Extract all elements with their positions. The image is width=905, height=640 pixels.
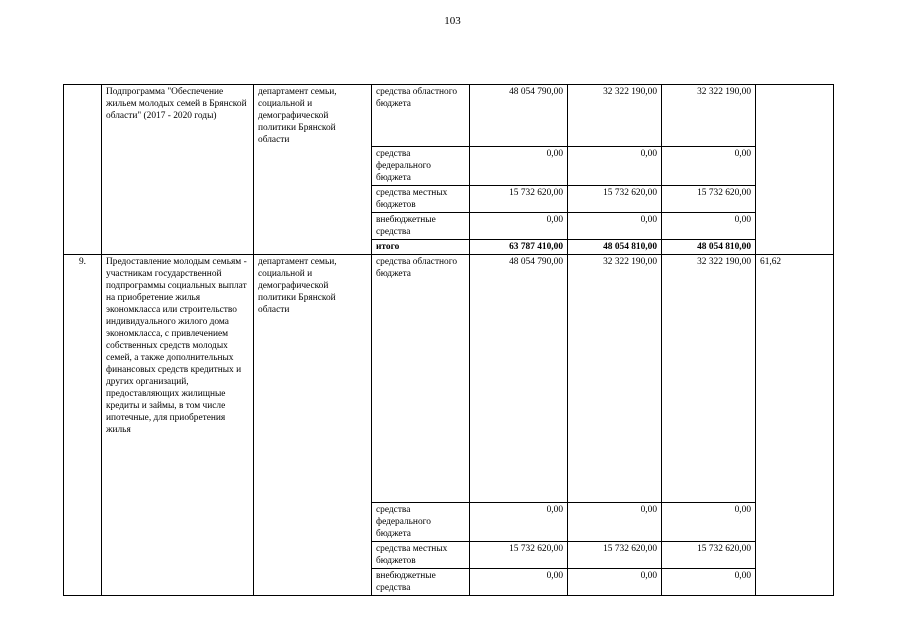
amount-cell: 48 054 810,00 xyxy=(662,240,756,255)
amount-cell: 0,00 xyxy=(470,503,568,542)
amount-cell: 15 732 620,00 xyxy=(662,542,756,569)
funding-source: средства местных бюджетов xyxy=(372,186,470,213)
table-row xyxy=(64,85,834,147)
amount-cell: 0,00 xyxy=(568,147,662,186)
amount-cell: 0,00 xyxy=(568,503,662,542)
amount-cell: 0,00 xyxy=(568,213,662,240)
funding-source: внебюджетные средства xyxy=(372,569,470,596)
funding-source: средства федерального бюджета xyxy=(372,147,470,186)
amount-cell: 0,00 xyxy=(568,569,662,596)
amount-cell: 32 322 190,00 xyxy=(568,255,662,503)
amount-cell: 48 054 790,00 xyxy=(470,85,568,147)
funding-source: итого xyxy=(372,240,470,255)
funding-source: средства местных бюджетов xyxy=(372,542,470,569)
subprogram-name: Подпрограмма "Обеспечение жильем молодых семей в Брянской области" (2017 - 2020 годы) xyxy=(102,85,254,255)
amount-cell: 0,00 xyxy=(662,569,756,596)
amount-cell: 48 054 790,00 xyxy=(470,255,568,503)
table-row xyxy=(64,255,834,503)
amount-cell: 0,00 xyxy=(662,147,756,186)
page-number: 103 xyxy=(444,15,461,27)
amount-cell: 15 732 620,00 xyxy=(470,542,568,569)
amount-cell: 0,00 xyxy=(470,213,568,240)
indicator-cell: 61,62 xyxy=(756,255,834,596)
executor-cell: департамент семьи, социальной и демографической политики Брянской области xyxy=(254,255,372,596)
funding-source: средства областного бюджета xyxy=(372,255,470,503)
measure-name: Предоставление молодым семьям - участникам государственной подпрограммы социальных выплат на приобретение жилья экономкласса или строительство индивидуального жилого дома экономкласса, с привлечением собственных средств молодых семей, а также дополнительных финансовых средств кредитных и других организаций, предоставляющих жилищные кредиты и займы, в том числе ипотечные, для приобретения жилья xyxy=(102,255,254,596)
budget-table xyxy=(63,84,834,596)
funding-source: средства областного бюджета xyxy=(372,85,470,147)
amount-cell: 32 322 190,00 xyxy=(662,255,756,503)
amount-cell: 15 732 620,00 xyxy=(568,186,662,213)
amount-cell: 0,00 xyxy=(470,569,568,596)
amount-cell: 32 322 190,00 xyxy=(662,85,756,147)
indicator-cell xyxy=(756,85,834,255)
amount-cell: 63 787 410,00 xyxy=(470,240,568,255)
amount-cell: 15 732 620,00 xyxy=(662,186,756,213)
amount-cell: 15 732 620,00 xyxy=(568,542,662,569)
amount-cell: 15 732 620,00 xyxy=(470,186,568,213)
amount-cell: 0,00 xyxy=(662,213,756,240)
amount-cell: 0,00 xyxy=(470,147,568,186)
executor-cell: департамент семьи, социальной и демографической политики Брянской области xyxy=(254,85,372,255)
funding-source: средства федерального бюджета xyxy=(372,503,470,542)
row-number-cell: 9. xyxy=(64,255,102,596)
amount-cell: 32 322 190,00 xyxy=(568,85,662,147)
funding-source: внебюджетные средства xyxy=(372,213,470,240)
amount-cell: 0,00 xyxy=(662,503,756,542)
amount-cell: 48 054 810,00 xyxy=(568,240,662,255)
row-number-cell xyxy=(64,85,102,255)
